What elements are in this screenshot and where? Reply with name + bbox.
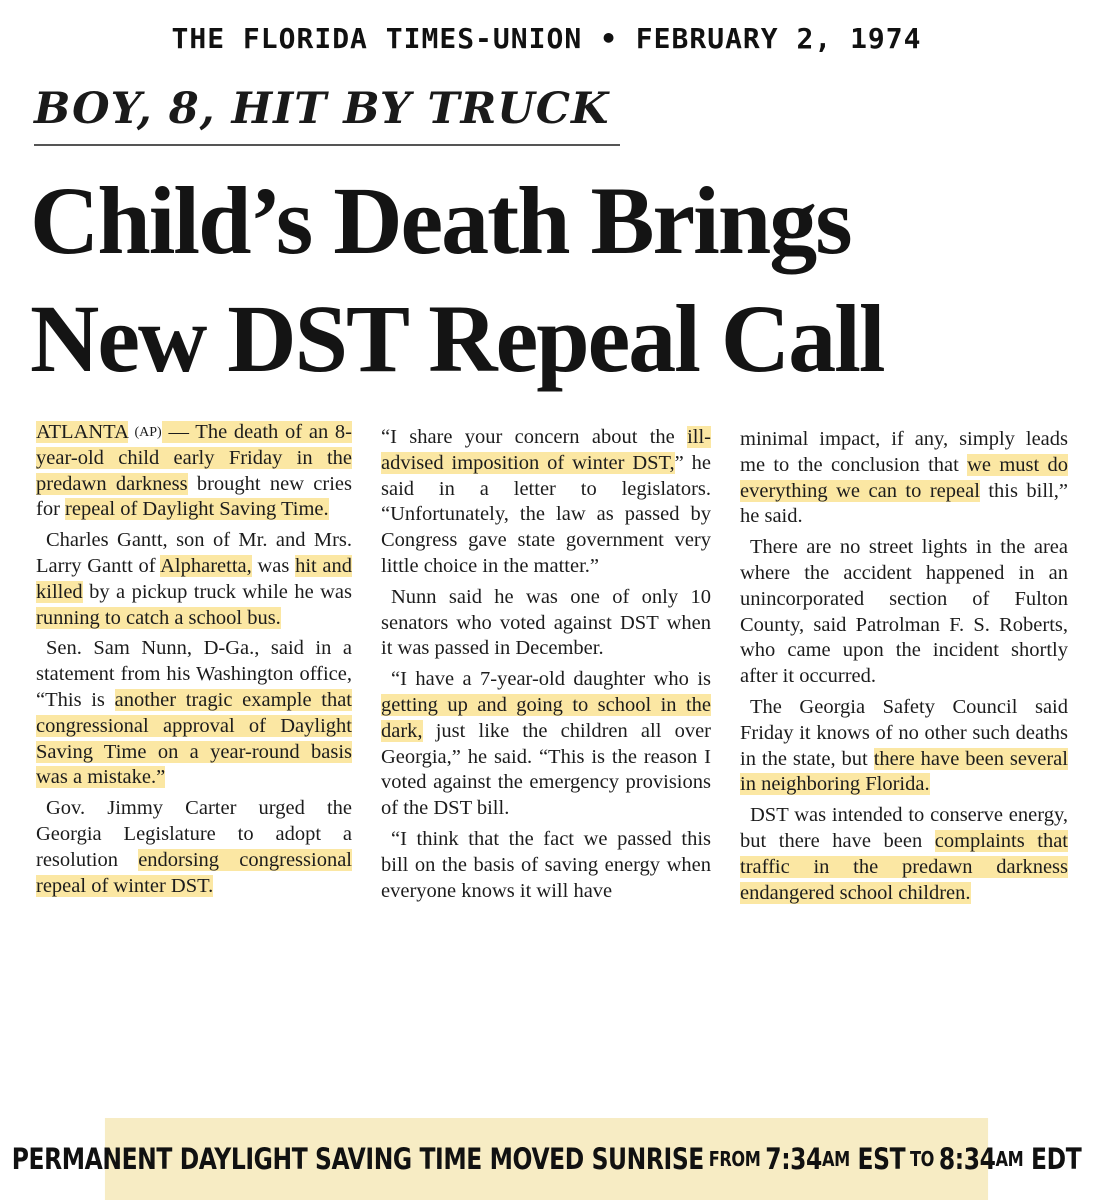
text: just like the children all over Georgia,” he said. “This is the reason I voted against the emergency provisions of the DST bill. <box>381 719 711 820</box>
kicker-headline: BOY, 8, HIT BY TRUCK <box>34 84 620 146</box>
text: Sen. Sam Nunn, D-Ga., said in a statement from his Washington office, “This is <box>36 637 352 711</box>
footer-time-2: 8:34 <box>938 1142 996 1176</box>
highlight: hit and killed <box>36 554 353 603</box>
dateline: ATLANTA <box>36 421 128 443</box>
text: Charles Gantt, son of Mr. and Mrs. Larry Gantt of <box>36 529 352 577</box>
highlight: another tragic example that congressional approval of Daylight Saving Time on a year-round basis was a mistake.” <box>36 688 352 789</box>
highlight: getting up and going to school in the dark, <box>381 693 711 742</box>
text: minimal impact, if any, simply leads me to the conclusion that <box>740 428 1068 476</box>
article-column-1 <box>36 420 352 904</box>
paragraph <box>381 667 711 822</box>
highlight: endorsing congressional repeal of winter DST. <box>36 848 352 897</box>
text: by a pickup truck while he was <box>82 580 352 603</box>
paragraph: There are no street lights in the area where the accident happened in an unincorporated section of Fulton County, said Patrolman F. S. Roberts, who came upon the incident shortly after it occurred. <box>740 536 1068 688</box>
text: this bill,” he said. <box>740 479 1068 528</box>
headline-line-2: New DST Repeal Call <box>30 285 884 392</box>
footer-time-1: 7:34 <box>765 1142 822 1176</box>
paragraph <box>36 796 352 899</box>
paragraph <box>36 636 352 791</box>
footer-zone-1: EST <box>857 1142 906 1176</box>
highlight: ill-advised imposition of winter DST, <box>381 426 711 474</box>
paragraph <box>36 528 352 631</box>
text: “I share your concern about the <box>381 426 688 448</box>
main-headline <box>30 162 1070 398</box>
text: was <box>251 554 296 577</box>
text: “I have a 7-year-old daughter who is <box>391 668 711 691</box>
ap-mark: (AP) <box>134 425 162 440</box>
footer-zone-2: EDT <box>1031 1142 1082 1176</box>
footer-from: FROM <box>708 1147 761 1171</box>
highlight: complaints that traffic in the predawn darkness endangered school children. <box>740 829 1068 904</box>
highlight: there have been several in neighboring Florida. <box>740 747 1068 796</box>
paragraph: Nunn said he was one of only 10 senators who voted against DST when it was passed in December. <box>381 585 711 660</box>
article-column-2 <box>381 425 711 909</box>
text: DST was intended to conserve energy, but there have been <box>740 804 1068 852</box>
text: The Georgia Safety Council said Friday it knows of no other such deaths in the state, but <box>740 695 1068 770</box>
paragraph <box>740 427 1068 530</box>
highlight: Alpharetta, <box>160 554 252 577</box>
article-column-3 <box>740 427 1068 911</box>
text: ” he said in a letter to legislators. “Unfortunately, the law as passed by Congress gave state government very little choice in the matter.” <box>381 451 711 577</box>
highlight: repeal of Daylight Saving Time. <box>65 498 329 521</box>
highlight: we must do everything we can to repeal <box>740 453 1068 502</box>
paragraph <box>36 420 352 523</box>
highlight: — The death of an 8-year-old child early Friday in the predawn darkness <box>36 421 352 495</box>
paragraph: “I think that the fact we passed this bill on the basis of saving energy when everyone knows it will have <box>381 827 711 902</box>
headline-line-1: Child’s Death Brings <box>30 167 851 274</box>
footer-to: TO <box>910 1147 934 1171</box>
footer-text: PERMANENT DAYLIGHT SAVING TIME MOVED SUNRISE <box>11 1142 704 1176</box>
footer-am-2: AM <box>995 1147 1024 1171</box>
paragraph <box>381 425 711 580</box>
text: Gov. Jimmy Carter urged the Georgia Legislature to adopt a resolution <box>36 797 352 871</box>
paragraph <box>740 803 1068 906</box>
paragraph <box>740 695 1068 798</box>
footer-am-1: AM <box>821 1147 850 1171</box>
footer-caption-banner <box>11 1118 1082 1200</box>
text: brought new cries for <box>36 472 352 521</box>
masthead: THE FLORIDA TIMES-UNION • FEBRUARY 2, 1974 <box>171 22 922 55</box>
highlight: running to catch a school bus. <box>36 606 281 629</box>
